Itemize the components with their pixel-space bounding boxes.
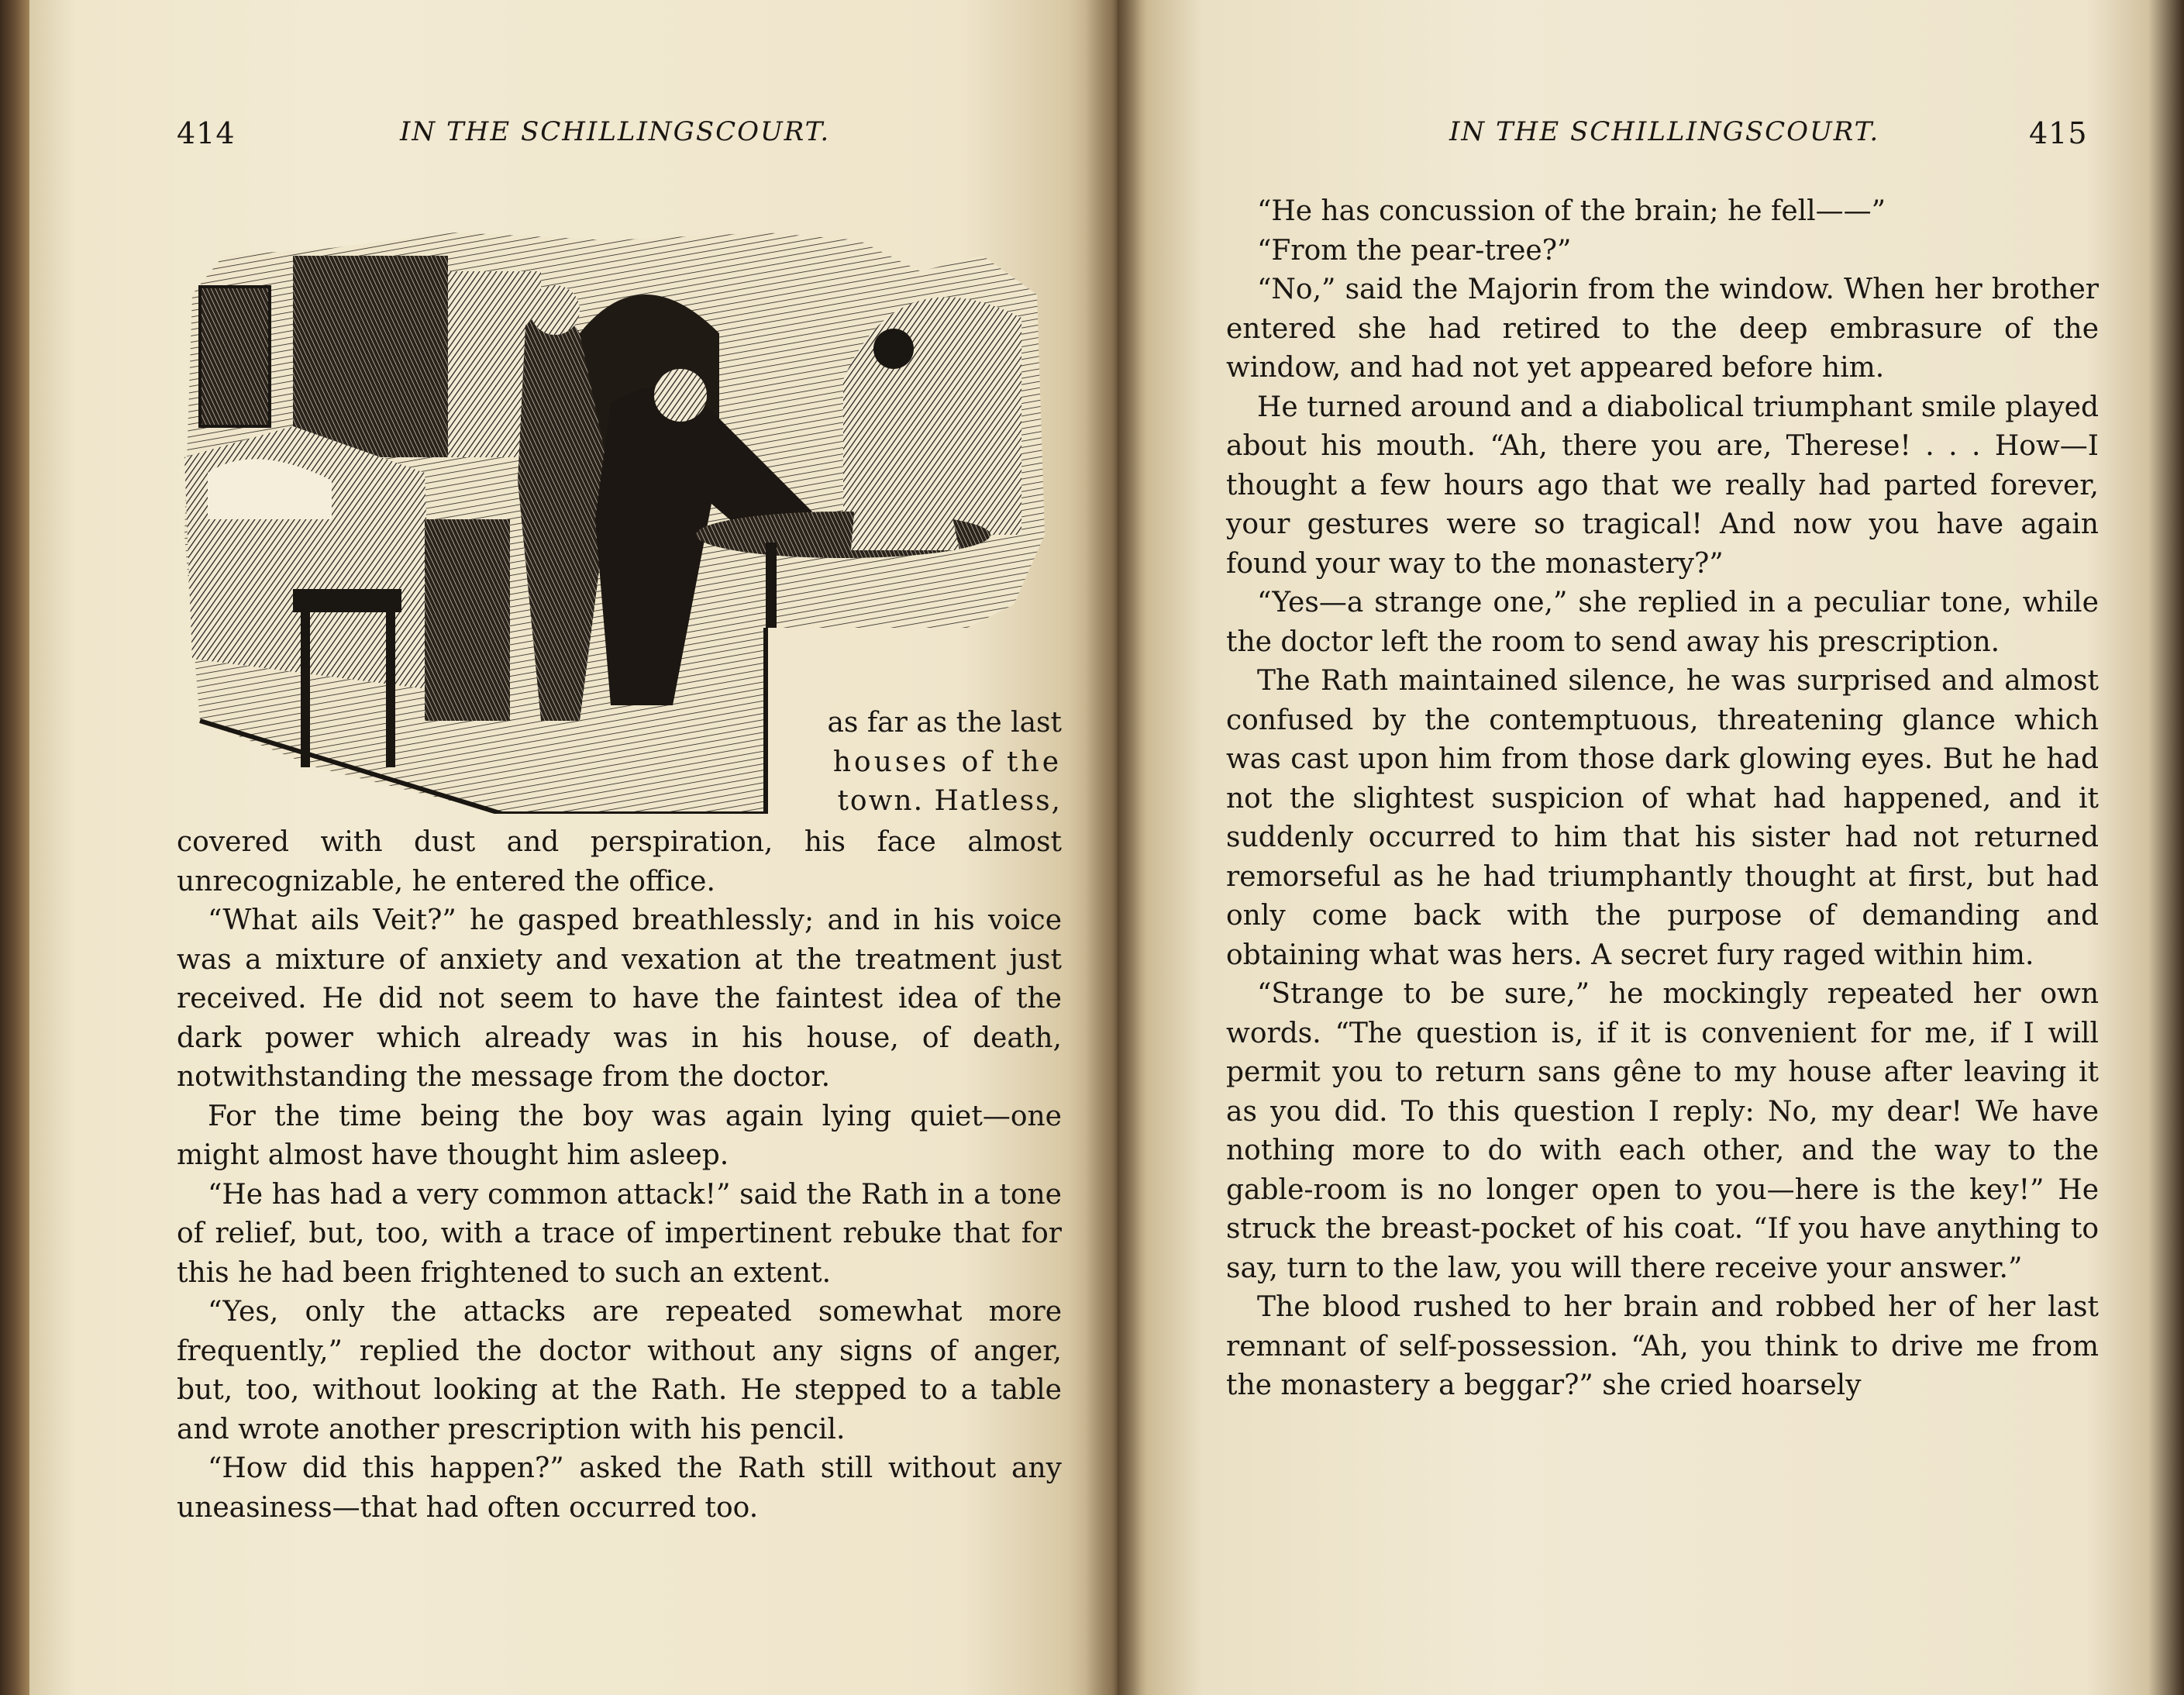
- running-head-right: IN THE SCHILLINGSCOURT.: [1449, 116, 1880, 147]
- paragraph: “From the pear-tree?”: [1257, 234, 1572, 267]
- page-number-right: 415: [2029, 116, 2088, 150]
- right-page-body: [1226, 192, 2099, 1406]
- paragraph: The blood rushed to her brain and robbed her of her last remnant of self-possession. “Ah, you think to drive me from the monastery a beggar?” she cried hoarsely: [1226, 1291, 2099, 1401]
- paragraph: covered with dust and perspiration, his face almost unrecognizable, he entered the office.: [177, 826, 1062, 897]
- paragraph: “He has concussion of the brain; he fell——”: [1257, 195, 1886, 227]
- paragraph: The Rath maintained silence, he was surprised and almost confused by the contemptuous, threatening glance which was cast upon him from those dark glowing eyes. But he had not the slightest suspicion of what had happened, and it suddenly occurred to him that his sister had not returned remorseful as he had triumphantly thought at first, but had only come back with the purpose of demanding and obtaining what was hers. A secret fury raged within him.: [1226, 665, 2099, 971]
- wrap-line: houses of the: [832, 746, 1062, 778]
- paragraph: “Strange to be sure,” he mockingly repeated her own words. “The question is, if it is convenient for me, if I will permit you to return sans gêne to my house after leaving it as you did. To this question I reply: No, my dear! We have nothing more to do with each other, and the way to the gable-room is no longer open to you—here is the key!” He struck the breast-pocket of his coat. “If you have anything to say, turn to the law, you will there receive your answer.”: [1226, 978, 2099, 1284]
- page-number-left: 414: [177, 116, 236, 150]
- paragraph: “Yes—a strange one,” she replied in a peculiar tone, while the doctor left the room to send away his prescription.: [1226, 587, 2099, 658]
- right-page: [1118, 0, 2184, 1695]
- running-head-left: IN THE SCHILLINGSCOURT.: [400, 116, 831, 147]
- book-gutter: [1085, 0, 1147, 1695]
- illustration-wrap-text: [770, 704, 1062, 822]
- paragraph: “How did this happen?” asked the Rath still without any uneasiness—that had often occurred too.: [177, 1452, 1062, 1524]
- left-page-body: [177, 823, 1062, 1528]
- wrap-line: as far as the last: [827, 707, 1062, 739]
- paragraph: He turned around and a diabolical triumphant smile played about his mouth. “Ah, there you are, Therese! . . . How—I thought a few hours ago that we really had parted forever, your gestures were so tragical! And now you have again found your way to the monastery?”: [1226, 391, 2099, 580]
- paragraph: For the time being the boy was again lying quiet—one might almost have thought him asleep.: [177, 1100, 1062, 1171]
- paragraph: “Yes, only the attacks are repeated somewhat more frequently,” replied the doctor without any signs of anger, but, too, without looking at the Rath. He stepped to a table and wrote another prescription with his pencil.: [177, 1296, 1062, 1445]
- paragraph: “What ails Veit?” he gasped breathlessly; and in his voice was a mixture of anxiety and vexation at the treatment just received. He did not seem to have the faintest idea of the dark power which already was in his house, of death, notwithstanding the message from the doctor.: [177, 904, 1062, 1093]
- left-page: [29, 0, 1118, 1695]
- paragraph: “He has had a very common attack!” said the Rath in a tone of relief, but, too, with a trace of impertinent rebuke that for this he had been frightened to such an extent.: [177, 1178, 1062, 1289]
- paragraph: “No,” said the Majorin from the window. When her brother entered she had retired to the deep embrasure of the window, and had not yet appeared before him.: [1226, 274, 2099, 384]
- wrap-line: town. Hatless,: [837, 785, 1062, 817]
